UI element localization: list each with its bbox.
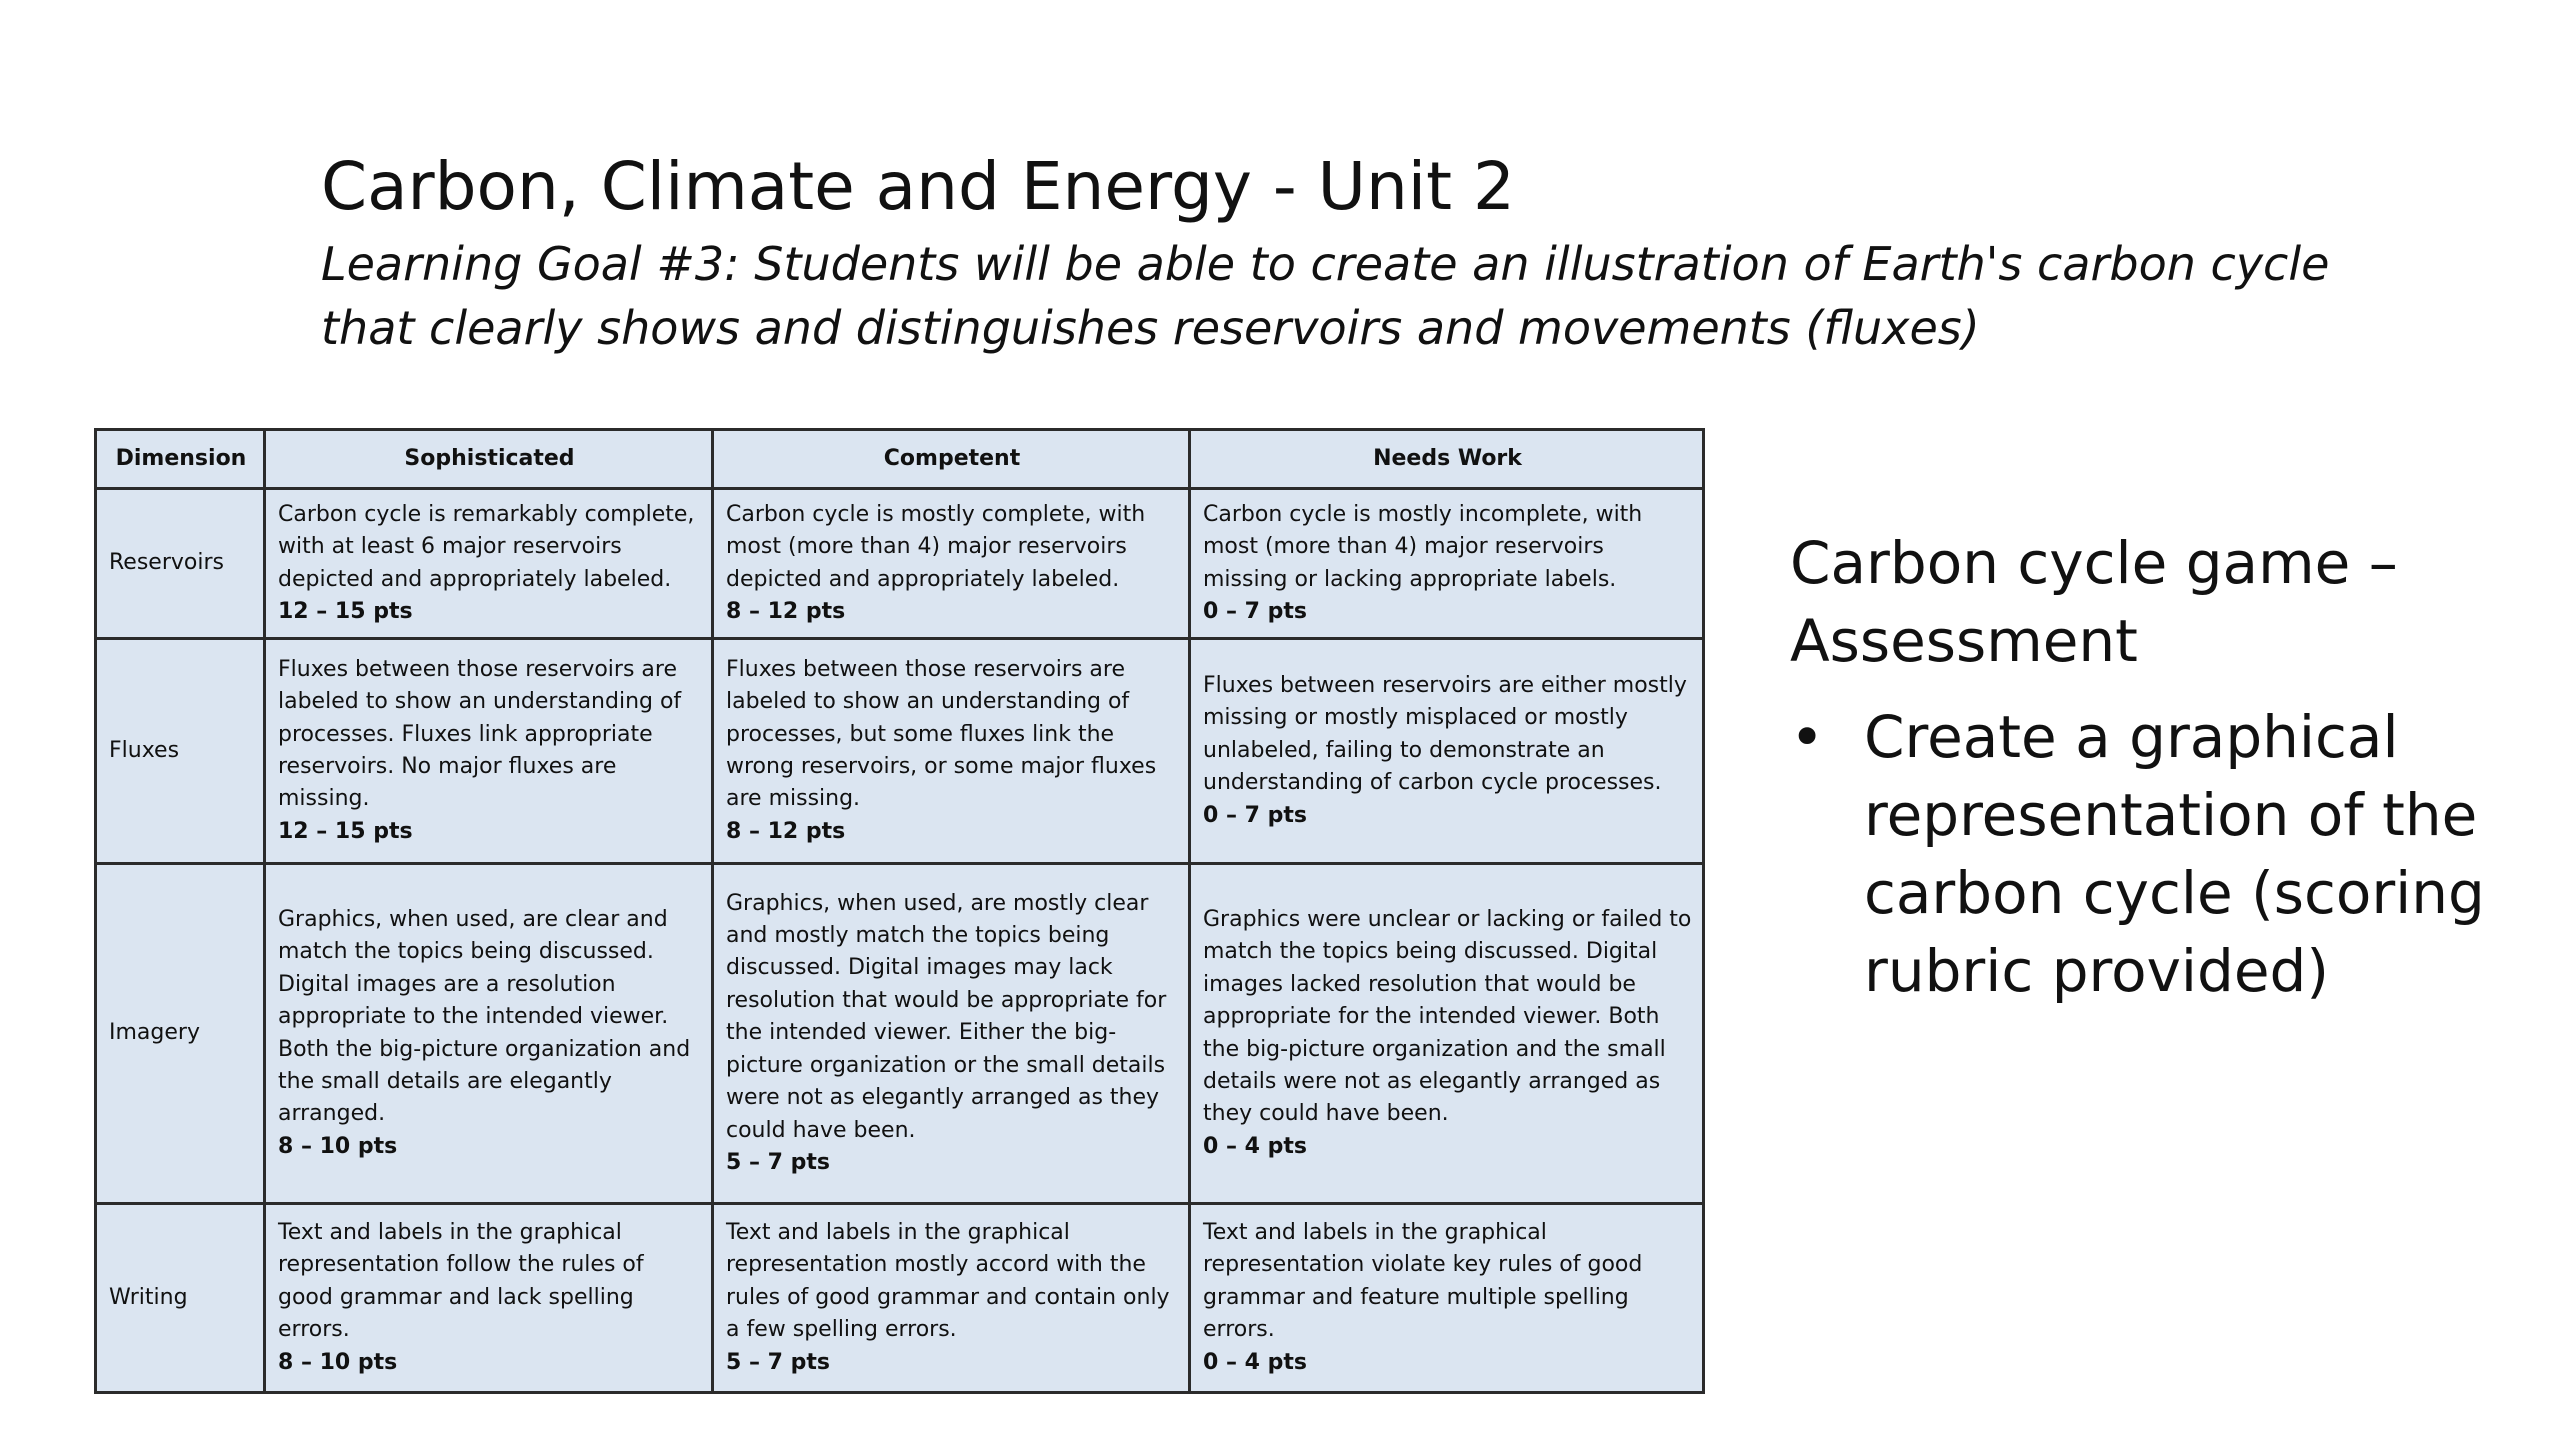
header-needs-work: Needs Work <box>1190 430 1704 489</box>
points-label: 8 – 12 pts <box>726 818 846 844</box>
imagery-competent <box>713 864 1190 1204</box>
points-label: 0 – 7 pts <box>1203 802 1307 828</box>
criteria-text: Fluxes between those reservoirs are labeled to show an understanding of processes. Fluxes link appropriate reservoirs. No major fluxes are missing. <box>278 656 682 812</box>
bullet-icon: • <box>1790 703 1825 771</box>
points-label: 12 – 15 pts <box>278 818 413 844</box>
reservoirs-sophisticated <box>265 489 713 639</box>
points-label: 8 – 10 pts <box>278 1133 398 1159</box>
criteria-text: Graphics, when used, are mostly clear and mostly match the topics being discussed. Digital images may lack resolution that would be appropriate for the intended viewer. Either the big-picture organization or the small details were not as elegantly arranged as they could have been. <box>726 890 1167 1143</box>
criteria-text: Fluxes between those reservoirs are labeled to show an understanding of processes, but some fluxes link the wrong reservoirs, or some major fluxes are missing. <box>726 656 1157 812</box>
criteria-text: Carbon cycle is mostly incomplete, with most (more than 4) major reservoirs missing or lacking appropriate labels. <box>1203 501 1643 592</box>
points-label: 5 – 7 pts <box>726 1349 830 1375</box>
reservoirs-needs-work <box>1190 489 1704 639</box>
rubric-header-row <box>96 430 1704 489</box>
criteria-text: Text and labels in the graphical representation violate key rules of good grammar and feature multiple spelling errors. <box>1203 1219 1643 1343</box>
criteria-text: Text and labels in the graphical representation follow the rules of good grammar and lack spelling errors. <box>278 1219 644 1343</box>
fluxes-needs-work <box>1190 639 1704 864</box>
criteria-text: Carbon cycle is remarkably complete, with at least 6 major reservoirs depicted and appropriately labeled. <box>278 501 695 592</box>
dimension-reservoirs: Reservoirs <box>96 489 265 639</box>
reservoirs-competent <box>713 489 1190 639</box>
points-label: 8 – 10 pts <box>278 1349 398 1375</box>
criteria-text: Text and labels in the graphical representation mostly accord with the rules of good grammar and contain only a few spelling errors. <box>726 1219 1170 1343</box>
rubric-row-writing <box>96 1204 1704 1393</box>
fluxes-sophisticated <box>265 639 713 864</box>
criteria-text: Graphics were unclear or lacking or failed to match the topics being discussed. Digital images lacked resolution that would be appropriate for the intended viewer. Both the big-picture organization and the small details were not as elegantly arranged as they could have been. <box>1203 906 1692 1127</box>
rubric-row-fluxes <box>96 639 1704 864</box>
imagery-sophisticated <box>265 864 713 1204</box>
header-competent: Competent <box>713 430 1190 489</box>
bullet-text: Create a graphical representation of the carbon cycle (scoring rubric provided) <box>1864 703 2485 1005</box>
dimension-imagery: Imagery <box>96 864 265 1204</box>
writing-competent <box>713 1204 1190 1393</box>
dimension-fluxes: Fluxes <box>96 639 265 864</box>
header-dimension: Dimension <box>96 430 265 489</box>
rubric-table <box>94 428 1705 1394</box>
dimension-writing: Writing <box>96 1204 265 1393</box>
points-label: 0 – 4 pts <box>1203 1133 1307 1159</box>
points-label: 8 – 12 pts <box>726 598 846 624</box>
slide-title: Carbon, Climate and Energy - Unit 2 <box>321 148 1515 225</box>
criteria-text: Carbon cycle is mostly complete, with most (more than 4) major reservoirs depicted and appropriately labeled. <box>726 501 1146 592</box>
rubric-row-imagery <box>96 864 1704 1204</box>
criteria-text: Fluxes between reservoirs are either mostly missing or mostly misplaced or mostly unlabeled, failing to demonstrate an understanding of carbon cycle processes. <box>1203 672 1687 796</box>
rubric-row-reservoirs <box>96 489 1704 639</box>
imagery-needs-work <box>1190 864 1704 1204</box>
points-label: 5 – 7 pts <box>726 1149 830 1175</box>
bullet-item <box>1790 698 2530 1010</box>
side-heading: Carbon cycle game – Assessment <box>1790 529 2398 675</box>
writing-needs-work <box>1190 1204 1704 1393</box>
fluxes-competent <box>713 639 1190 864</box>
writing-sophisticated <box>265 1204 713 1393</box>
header-sophisticated: Sophisticated <box>265 430 713 489</box>
points-label: 0 – 7 pts <box>1203 598 1307 624</box>
learning-goal: Learning Goal #3: Students will be able to create an illustration of Earth's carbon cycle that clearly shows and distinguishes reservoirs and movements (fluxes) <box>321 237 2330 355</box>
criteria-text: Graphics, when used, are clear and match the topics being discussed. Digital images are a resolution appropriate to the intended viewer. Both the big-picture organization and the small details are elegantly arranged. <box>278 906 691 1127</box>
points-label: 0 – 4 pts <box>1203 1349 1307 1375</box>
points-label: 12 – 15 pts <box>278 598 413 624</box>
